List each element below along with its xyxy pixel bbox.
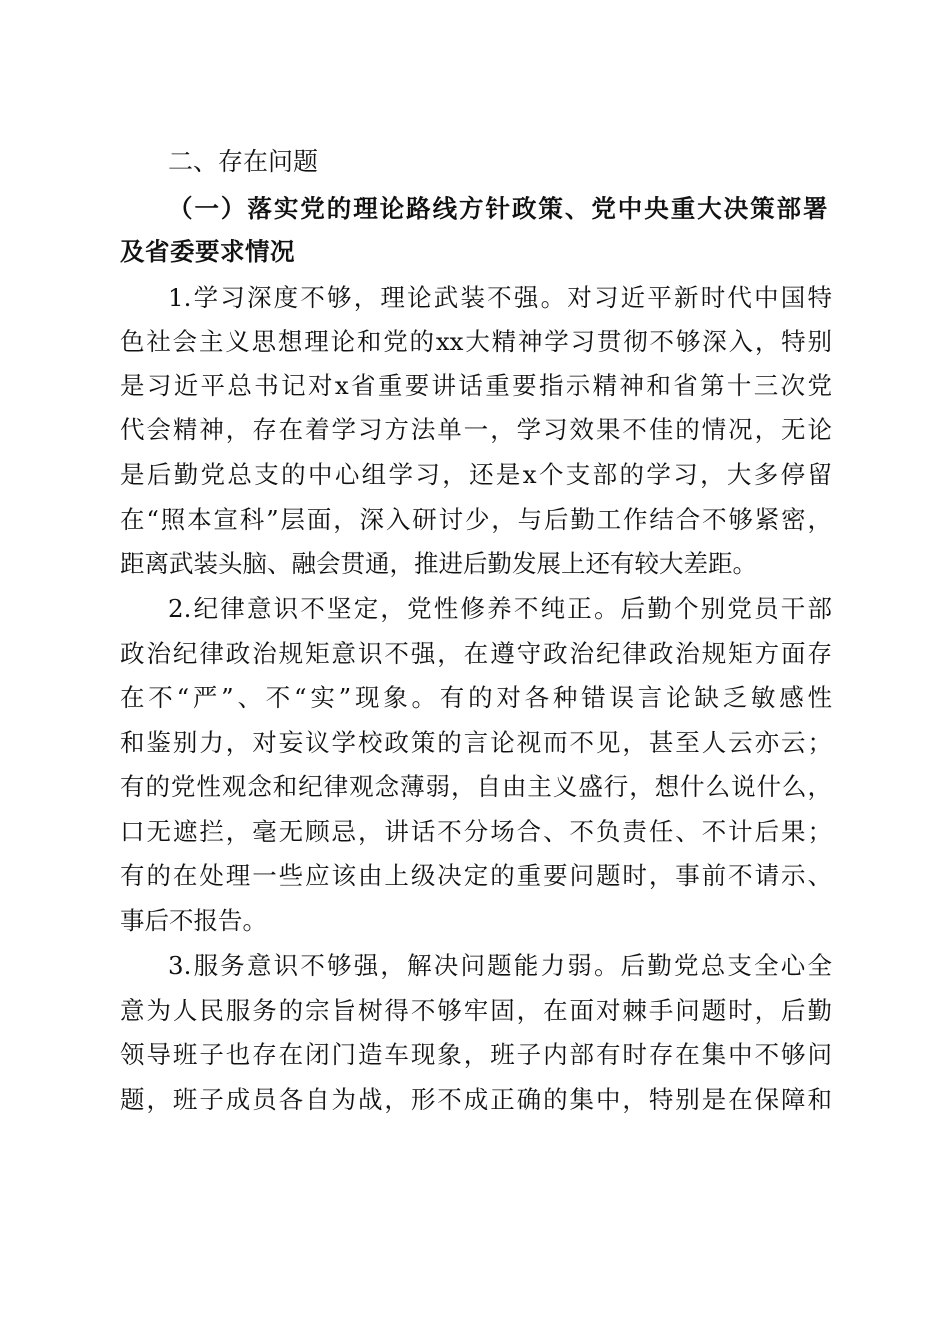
paragraph-2-line-2: 政治纪律政治规矩意识不强，在遵守政治纪律政治规矩方面存 [120, 639, 832, 668]
paragraph-3-line-4: 题，班子成员各自为战，形不成正确的集中，特别是在保障和 [120, 1085, 832, 1114]
subsection-title-line-2: 及省委要求情况 [120, 237, 295, 266]
paragraph-2-line-5: 有的党性观念和纪律观念薄弱，自由主义盛行，想什么说什么， [120, 772, 832, 801]
paragraph-1-line-1: 1.学习深度不够，理论武装不强。对习近平新时代中国特 [168, 283, 832, 312]
section-title: 二、存在问题 [168, 147, 319, 176]
paragraph-2-line-7: 有的在处理一些应该由上级决定的重要问题时，事前不请示、 [120, 861, 832, 890]
paragraph-2-line-4: 和鉴别力，对妄议学校政策的言论视而不见，甚至人云亦云； [120, 728, 832, 757]
paragraph-2-line-8: 事后不报告。 [120, 906, 267, 935]
paragraph-3-line-1: 3.服务意识不够强，解决问题能力弱。后勤党总支全心全 [168, 951, 832, 980]
paragraph-3-line-3: 领导班子也存在闭门造车现象，班子内部有时存在集中不够问 [120, 1040, 832, 1069]
paragraph-1-line-2: 色社会主义思想理论和党的xx大精神学习贯彻不够深入，特别 [120, 327, 832, 356]
paragraph-3-line-2: 意为人民服务的宗旨树得不够牢固，在面对棘手问题时，后勤 [120, 996, 832, 1025]
paragraph-1-line-3: 是习近平总书记对x省重要讲话重要指示精神和省第十三次党 [120, 371, 832, 400]
paragraph-2-line-3: 在不“严”、不“实”现象。有的对各种错误言论缺乏敏感性 [120, 683, 832, 712]
paragraph-2-line-1: 2.纪律意识不坚定，党性修养不纯正。后勤个别党员干部 [168, 594, 832, 623]
subsection-title-line-1: （一）落实党的理论路线方针政策、党中央重大决策部署 [168, 194, 828, 223]
paragraph-1-line-7: 距离武装头脑、融会贯通，推进后勤发展上还有较大差距。 [120, 549, 757, 578]
paragraph-1-line-4: 代会精神，存在着学习方法单一，学习效果不佳的情况，无论 [120, 415, 832, 444]
paragraph-2-line-6: 口无遮拦，毫无顾忌，讲话不分场合、不负责任、不计后果； [120, 817, 832, 846]
paragraph-1-line-5: 是后勤党总支的中心组学习，还是x个支部的学习，大多停留 [120, 460, 832, 489]
paragraph-1-line-6: 在“照本宣科”层面，深入研讨少，与后勤工作结合不够紧密， [120, 505, 832, 534]
